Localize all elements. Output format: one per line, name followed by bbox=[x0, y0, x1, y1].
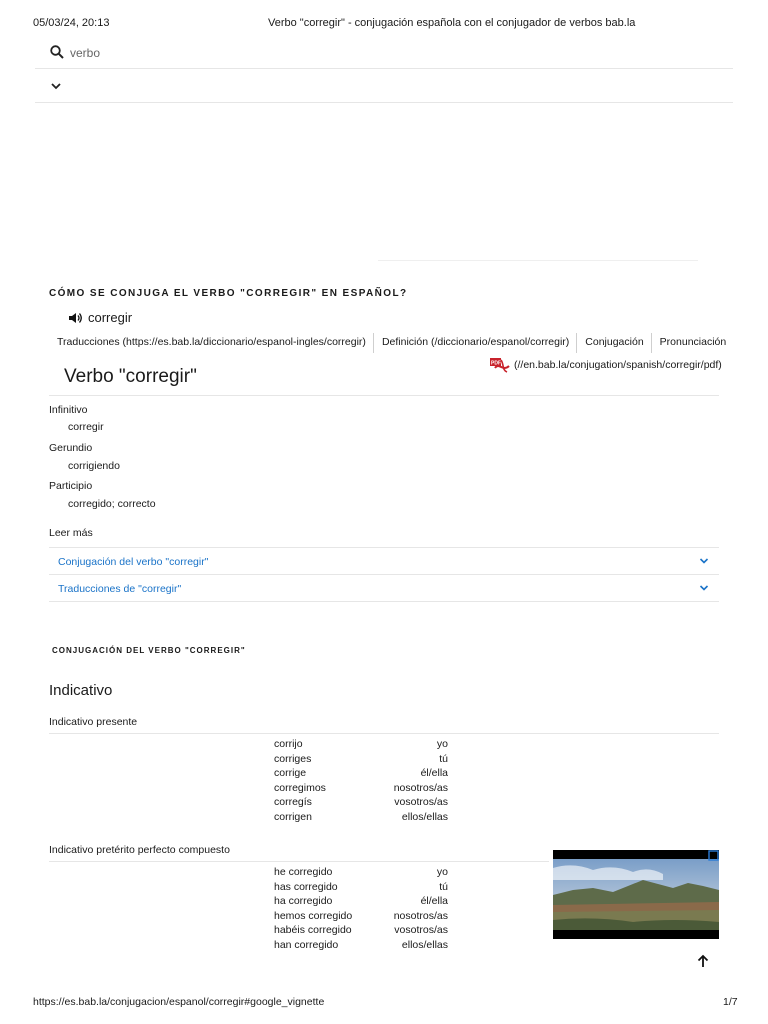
section-heading: CÓMO SE CONJUGA EL VERBO "CORREGIR" EN ESPAÑOL? bbox=[49, 288, 408, 299]
table-row bbox=[48, 881, 448, 896]
verb-form: has corregido bbox=[274, 880, 338, 893]
accordion-conjugation-label[interactable]: Conjugación del verbo "corregir" bbox=[58, 556, 209, 568]
divider bbox=[49, 395, 719, 396]
table-row bbox=[48, 910, 448, 925]
gerund-label: Gerundio bbox=[49, 442, 93, 454]
table-row bbox=[48, 753, 448, 768]
tab-definicion[interactable]: Definición (/diccionario/espanol/corregir) bbox=[374, 333, 577, 353]
verb-form: corrijo bbox=[274, 738, 303, 750]
gerund-value: corrigiendo bbox=[68, 460, 120, 472]
pronoun: ellos/ellas bbox=[401, 939, 448, 951]
pronoun: tú bbox=[439, 880, 448, 893]
verb-form: hemos corregido bbox=[274, 909, 353, 922]
conjugation-heading: CONJUGACIÓN DEL VERBO "CORREGIR" bbox=[52, 646, 246, 655]
table-row bbox=[48, 738, 448, 753]
tense-title: Indicativo presente bbox=[49, 716, 138, 728]
verb-form: corrige bbox=[274, 767, 307, 780]
conjugation-table-perfecto bbox=[48, 866, 468, 956]
pronoun: yo bbox=[436, 738, 448, 750]
pronoun: nosotros/as bbox=[393, 781, 448, 794]
ad-placeholder-divider bbox=[378, 260, 698, 261]
pdf-icon bbox=[489, 356, 511, 374]
arrow-up-icon[interactable] bbox=[695, 953, 711, 969]
search-icon[interactable] bbox=[49, 44, 65, 60]
table-row bbox=[48, 924, 448, 939]
infinitive-value: corregir bbox=[68, 421, 104, 433]
pronoun: ellos/ellas bbox=[401, 811, 448, 823]
print-datetime: 05/03/24, 20:13 bbox=[33, 17, 110, 29]
chevron-down-icon[interactable] bbox=[699, 557, 709, 565]
expand-row[interactable] bbox=[35, 69, 733, 103]
tab-traducciones[interactable]: Traducciones (https://es.bab.la/diccionario/espanol-ingles/corregir) bbox=[49, 333, 374, 353]
search-input[interactable] bbox=[68, 45, 372, 61]
verb-form: habéis corregido bbox=[274, 924, 352, 937]
pronoun: vosotros/as bbox=[394, 924, 448, 937]
speaker-icon[interactable] bbox=[68, 311, 83, 325]
read-more-link[interactable]: Leer más bbox=[49, 527, 93, 539]
table-row bbox=[48, 782, 448, 797]
table-row bbox=[48, 811, 448, 826]
print-page-number: 1/7 bbox=[723, 996, 738, 1008]
verb-form: han corregido bbox=[274, 939, 339, 951]
pronoun: él/ella bbox=[420, 767, 448, 780]
svg-text:PDF: PDF bbox=[491, 360, 501, 367]
tab-bar bbox=[49, 333, 733, 353]
chevron-down-icon[interactable] bbox=[699, 584, 709, 592]
print-footer-url: https://es.bab.la/conjugacion/espanol/corregir#google_vignette bbox=[33, 996, 325, 1008]
divider bbox=[49, 733, 719, 734]
verb-form: corregís bbox=[274, 796, 312, 809]
mood-title: Indicativo bbox=[49, 682, 113, 699]
verb-form: corriges bbox=[274, 752, 312, 765]
table-row bbox=[48, 866, 448, 881]
pdf-download-link[interactable] bbox=[489, 356, 722, 374]
table-row bbox=[48, 939, 448, 954]
divider bbox=[49, 861, 549, 862]
participle-value: corregido; correcto bbox=[68, 498, 156, 510]
participle-label: Participio bbox=[49, 480, 93, 492]
verb-title: Verbo "corregir" bbox=[64, 366, 197, 387]
verb-form: he corregido bbox=[274, 866, 333, 878]
search-bar bbox=[35, 38, 733, 69]
pronoun: nosotros/as bbox=[393, 909, 448, 922]
audio-word: corregir bbox=[88, 310, 133, 325]
chevron-down-icon[interactable] bbox=[49, 80, 63, 92]
pronoun: tú bbox=[439, 752, 448, 765]
tab-conjugacion[interactable]: Conjugación bbox=[577, 333, 651, 353]
print-page-title: Verbo "corregir" - conjugación española con el conjugador de verbos bab.la bbox=[268, 17, 636, 29]
verb-form: ha corregido bbox=[274, 895, 333, 908]
conjugation-table-presente bbox=[48, 738, 448, 828]
pdf-link-text: (//en.bab.la/conjugation/spanish/corregir/pdf) bbox=[514, 358, 722, 371]
video-player[interactable] bbox=[553, 850, 719, 939]
infinitive-label: Infinitivo bbox=[49, 404, 88, 416]
pronoun: vosotros/as bbox=[394, 796, 448, 809]
pronoun: él/ella bbox=[420, 895, 448, 908]
accordion-translations-label[interactable]: Traducciones de "corregir" bbox=[58, 583, 182, 595]
tense-title: Indicativo pretérito perfecto compuesto bbox=[49, 844, 230, 856]
verb-form: corregimos bbox=[274, 781, 326, 794]
verb-form: corrigen bbox=[274, 811, 312, 823]
accordion-conjugation[interactable] bbox=[49, 548, 719, 575]
table-row bbox=[48, 796, 448, 811]
tab-pronunciacion[interactable]: Pronunciación bbox=[659, 336, 727, 348]
accordion-translations[interactable] bbox=[49, 575, 719, 602]
table-row bbox=[48, 767, 448, 782]
pronoun: yo bbox=[436, 866, 448, 878]
table-row bbox=[48, 895, 448, 910]
landscape-video-frame bbox=[553, 850, 719, 939]
